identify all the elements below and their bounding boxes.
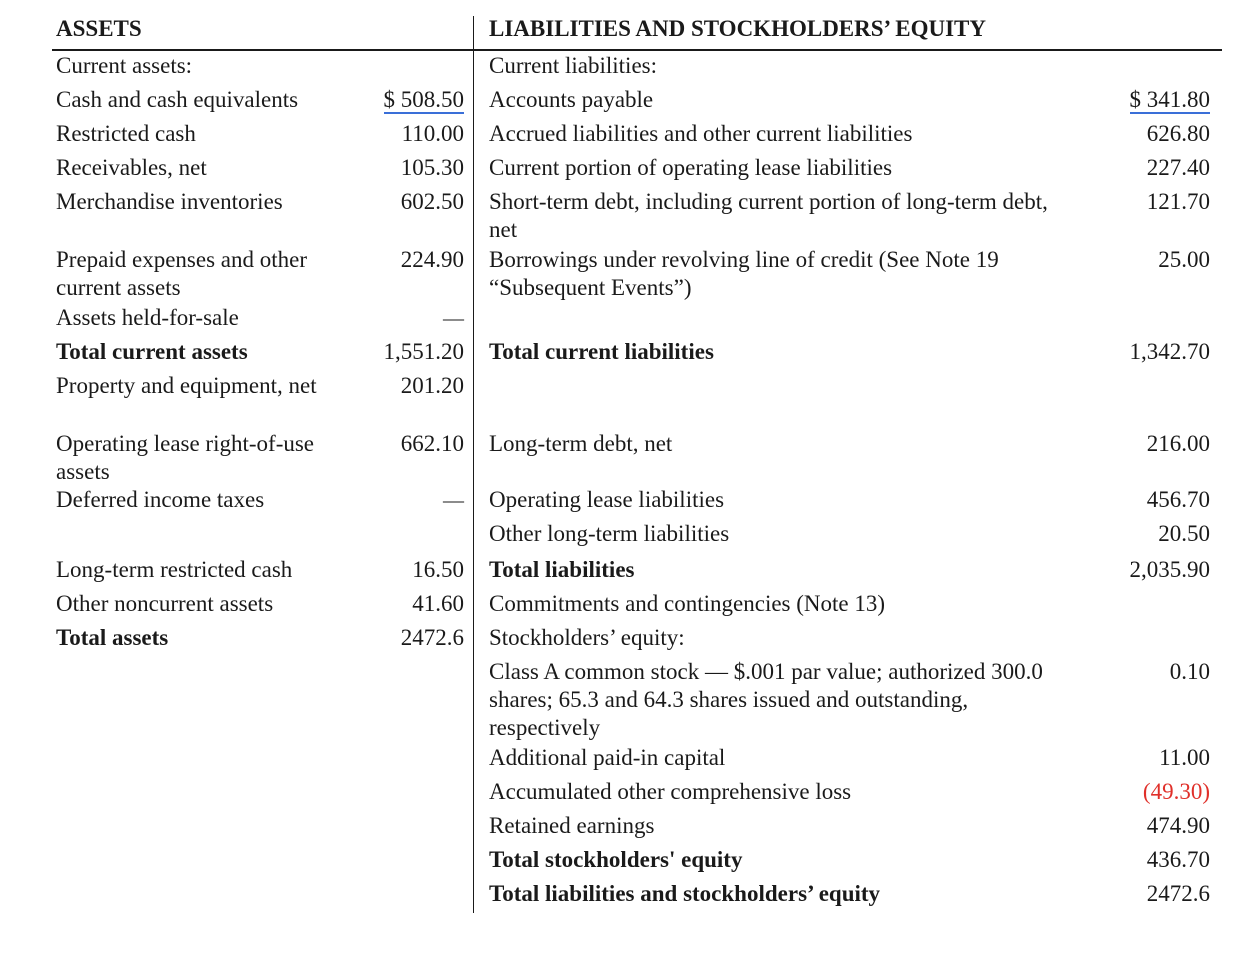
asset-value-restricted-cash: 110.00 [401,121,464,146]
liab-label-apic: Additional paid-in capital [489,745,726,770]
liab-label-operating-lease: Operating lease liabilities [489,487,725,512]
asset-value-other-noncurrent: 41.60 [412,591,464,616]
liab-value-long-term-debt: 216.00 [1146,431,1210,456]
liab-value-aoci: (49.30) [1142,779,1210,804]
liab-value-total-equity: 436.70 [1146,847,1210,872]
asset-label-receivables: Receivables, net [56,155,207,180]
liab-value-total-liabilities: 2,035.90 [1129,557,1210,582]
assets-heading: ASSETS [56,16,142,41]
liab-label-commitments: Commitments and contingencies (Note 13) [489,591,886,616]
asset-value-cash-text: $ 508.50 [383,87,464,112]
asset-value-total-current: 1,551.20 [383,339,464,364]
asset-label-restricted-cash: Restricted cash [56,121,196,146]
liab-label-total-current: Total current liabilities [489,339,714,364]
liab-label-total-equity: Total stockholders' equity [489,847,743,872]
asset-value-receivables: 105.30 [400,155,464,180]
liab-value-apic: 11.00 [1159,745,1210,770]
asset-value-cash [340,86,464,114]
current-assets-label: Current assets: [56,53,193,78]
liab-value-accrued: 626.80 [1146,121,1210,146]
asset-value-lease-rou: 662.10 [400,431,464,456]
liab-value-other-lt: 20.50 [1158,521,1210,546]
liabilities-heading: LIABILITIES AND STOCKHOLDERS’ EQUITY [489,16,986,41]
asset-value-held-for-sale: — [443,306,464,330]
column-divider [473,16,474,913]
liab-label-stockholders-equity: Stockholders’ equity: [489,625,685,650]
asset-value-deferred-tax: — [443,488,464,512]
asset-value-prepaid: 224.90 [400,247,464,272]
liab-value-total-current: 1,342.70 [1129,339,1210,364]
asset-label-held-for-sale: Assets held-for-sale [56,305,239,330]
liab-label-long-term-debt: Long-term debt, net [489,431,673,456]
asset-value-inventories: 602.50 [400,189,464,214]
liab-label-accrued: Accrued liabilities and other current liabilities [489,121,913,146]
liab-value-short-term-debt: 121.70 [1146,189,1210,214]
liab-label-accounts-payable: Accounts payable [489,87,654,112]
liab-value-revolving: 25.00 [1158,247,1210,272]
asset-label-prepaid: Prepaid expenses and other current assets [56,247,308,300]
header-rule [52,49,1222,51]
asset-label-lease-rou: Operating lease right-of-use assets [56,431,315,484]
asset-label-cash: Cash and cash equivalents [56,87,299,112]
liab-label-total-liabilities: Total liabilities [489,557,635,582]
asset-label-total-assets: Total assets [56,625,169,650]
liab-label-current-lease: Current portion of operating lease liabilities [489,155,893,180]
liab-value-accounts-payable-text: $ 341.80 [1129,87,1210,112]
asset-label-inventories: Merchandise inventories [56,189,283,214]
asset-label-total-current: Total current assets [56,339,248,364]
liab-value-operating-lease: 456.70 [1146,487,1210,512]
liab-label-aoci: Accumulated other comprehensive loss [489,779,852,804]
current-liabilities-label: Current liabilities: [489,53,657,78]
liab-label-revolving: Borrowings under revolving line of credit (See Note 19 “Subsequent Events”) [489,247,999,300]
liab-label-class-a-stock: Class A common stock — $.001 par value; authorized 300.0 shares; 65.3 and 64.3 shares issued and outstanding, respectively [489,659,1043,740]
asset-value-lt-restricted-cash: 16.50 [412,557,464,582]
liab-label-retained-earnings: Retained earnings [489,813,655,838]
asset-label-property: Property and equipment, net [56,373,317,398]
liab-value-total-liab-equity: 2472.6 [1146,881,1210,906]
asset-label-lt-restricted-cash: Long-term restricted cash [56,557,293,582]
liab-value-current-lease: 227.40 [1146,155,1210,180]
asset-value-property: 201.20 [400,373,464,398]
liab-label-total-liab-equity: Total liabilities and stockholders’ equity [489,881,881,906]
liab-label-short-term-debt: Short-term debt, including current portion of long-term debt, net [489,189,1048,242]
liab-value-class-a-stock: 0.10 [1169,659,1210,684]
asset-label-other-noncurrent: Other noncurrent assets [56,591,274,616]
liab-value-retained-earnings: 474.90 [1146,813,1210,838]
asset-value-total-assets: 2472.6 [400,625,464,650]
liab-label-other-lt: Other long-term liabilities [489,521,730,546]
asset-label-deferred-tax: Deferred income taxes [56,487,265,512]
liab-value-accounts-payable [1060,86,1210,114]
